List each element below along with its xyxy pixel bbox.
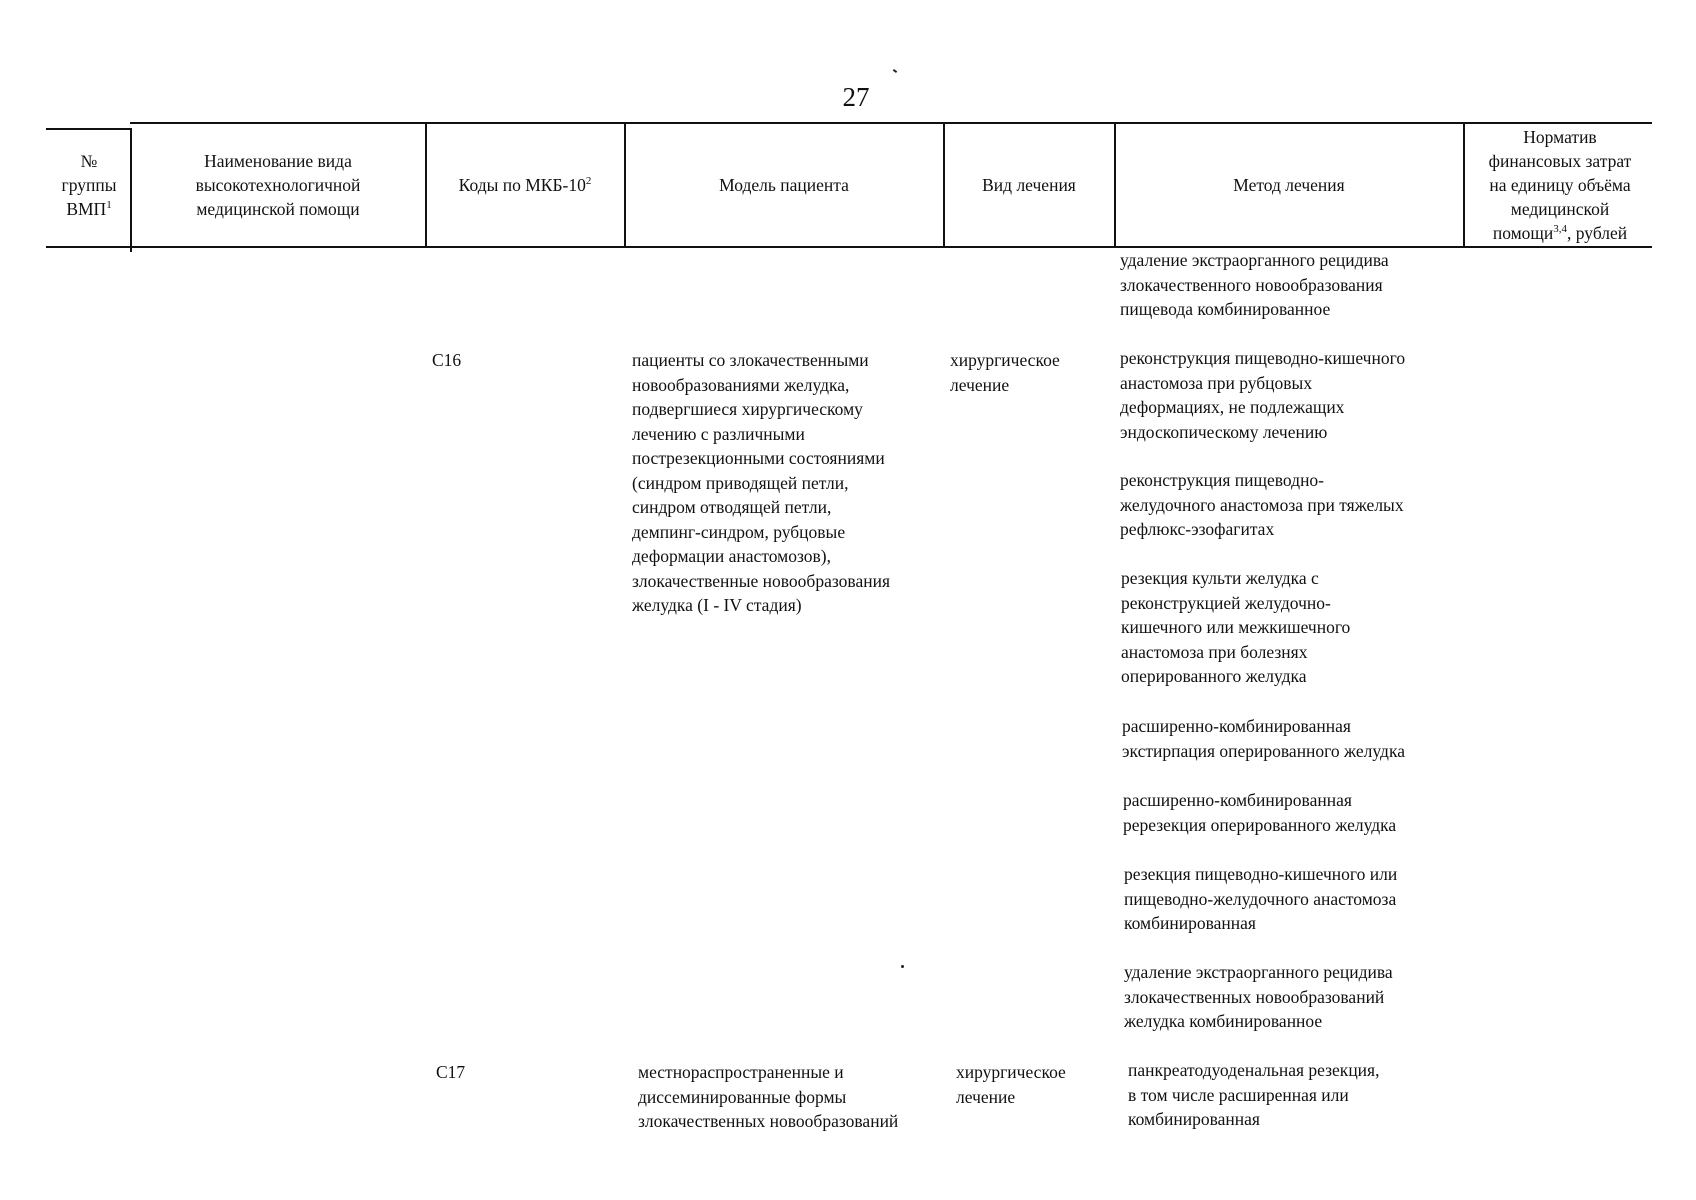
header-group-no-text: № группы ВМП [61,151,117,219]
header-group-no [50,124,128,246]
header-bottom-rule [46,246,1652,248]
header-icd-codes-text: Коды по МКБ-10 [458,175,586,195]
c16-method-2: реконструкция пищеводно- желудочного анастомоза при тяжелых рефлюкс-эзофагитах [1120,470,1404,539]
scan-mark [893,69,897,73]
header-group-no-footnote: 1 [106,199,112,211]
c16-method-1: реконструкция пищеводно-кишечного анастомоза при рубцовых деформациях, не подлежащих эндоскопическому лечению [1120,348,1406,442]
header-icd-codes [428,124,622,246]
c17-patient-model: местнораспространенные и диссеминированные формы злокачественных новообразований [638,1062,899,1131]
header-patient-model [627,124,941,246]
header-treatment-method-text: Метод лечения [1233,175,1345,195]
header-cost-norm-footnote: 3,4 [1553,223,1568,235]
page-number: 27 [842,82,870,112]
header-type-name-text: Наименование вида высокотехнологичной медицинской помощи [195,151,361,219]
c16-patient-model: пациенты со злокачественными новообразованиями желудка, подвергшиеся хирургическому лечению с различными пострезекционными состояниями (синдром приводящей петли, синдром отводящей петли, демпинг-синдром, рубцовые деформации анастомозов), злокачественные новообразования желудка (I - IV стадия) [632,350,890,615]
c17-treatment-type: хирургическое лечение [956,1062,1066,1107]
c16-method-3: резекция культи желудка с реконструкцией желудочно- кишечного или межкишечного анастомоза при болезнях оперированного желудка [1121,568,1351,686]
header-divider-5 [1114,122,1116,248]
header-type-name [134,124,422,246]
header-divider-4 [943,122,945,248]
c17-code: C17 [436,1062,466,1082]
header-divider-1 [130,128,132,252]
header-cost-norm-text: Норматив финансовых затрат на единицу объёма медицинской помощи [1488,127,1632,243]
header-cost-norm-unit: , рублей [1567,223,1628,243]
continuation-method: удаление экстраорганного рецидива злокачественного новообразования пищевода комбинированное [1120,250,1389,319]
header-cost-norm [1465,124,1655,246]
c16-code: C16 [432,350,462,370]
c16-method-6: резекция пищеводно-кишечного или пищеводно-желудочного анастомоза комбинированная [1124,864,1398,933]
header-patient-model-text: Модель пациента [719,175,849,195]
c16-method-5: расширенно-комбинированная ререзекция оперированного желудка [1123,790,1397,835]
header-treatment-method [1117,124,1461,246]
c17-method: панкреатодуоденальная резекция, в том числе расширенная или комбинированная [1128,1060,1380,1129]
header-divider-3 [624,122,626,248]
header-treatment-type [946,124,1112,246]
c16-treatment-type: хирургическое лечение [950,350,1060,395]
c16-method-4: расширенно-комбинированная экстирпация оперированного желудка [1122,716,1405,761]
header-treatment-type-text: Вид лечения [982,175,1076,195]
header-divider-2 [425,122,427,248]
scan-speck [901,965,904,968]
c16-method-7: удаление экстраорганного рецидива злокачественных новообразований желудка комбинированное [1124,962,1393,1031]
header-icd-codes-footnote: 2 [585,175,592,187]
